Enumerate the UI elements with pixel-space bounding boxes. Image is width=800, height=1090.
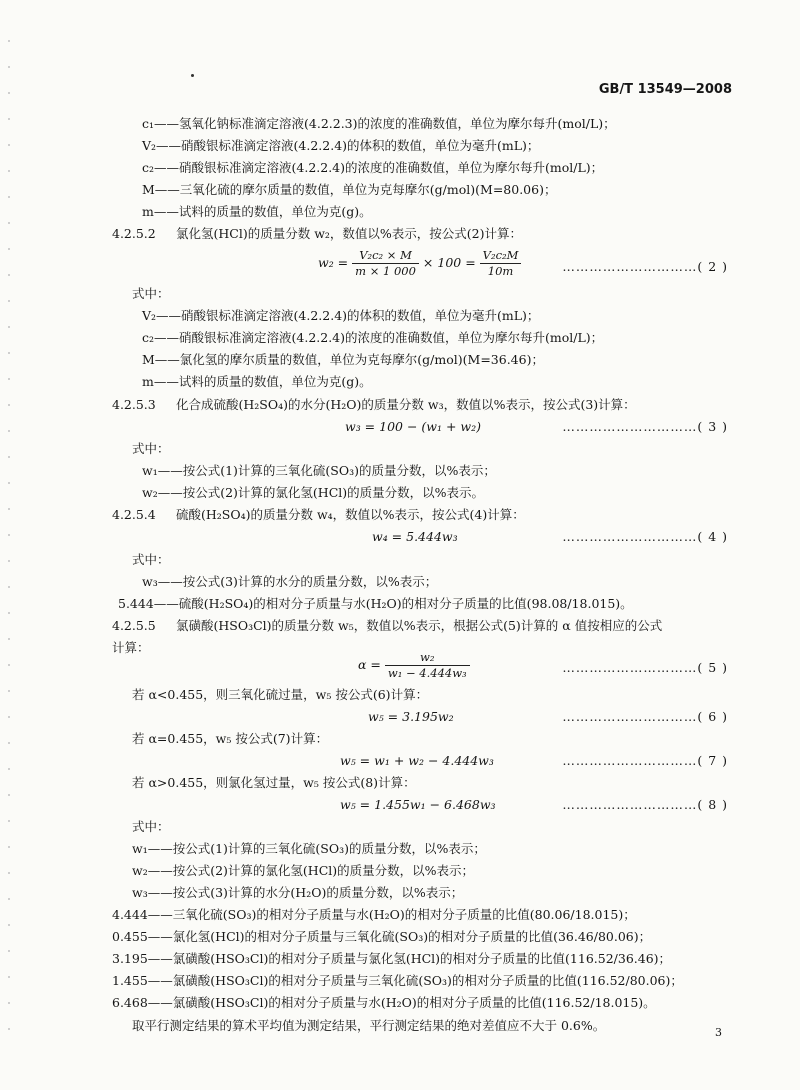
scan-edge-marks (8, 40, 10, 1040)
s4255-where: 式中： (132, 819, 170, 834)
equation-7: w₅ = w₁ + w₂ − 4.444w₃ (340, 753, 494, 768)
const-0455: 0.455——氯化氢(HCl)的相对分子质量与三氧化硫(SO₃)的相对分子质量的比值(36.46/80.06)； (112, 929, 652, 944)
equation-3: w₃ = 100 − (w₁ + w₂) (345, 419, 482, 434)
eq3-tag: …………………………( 3 ) (562, 419, 728, 434)
page-number: 3 (715, 1026, 722, 1039)
section-4253-number: 4.2.5.3 (112, 397, 156, 412)
eq2-tag: …………………………( 2 ) (562, 259, 728, 274)
s4252-def-v2: V₂——硝酸银标准滴定溶液(4.2.2.4)的体积的数值，单位为毫升(mL)； (142, 308, 540, 323)
eq2-numerator-1: V₂c₂ × M (352, 248, 419, 264)
s4254-def-w3: w₃——按公式(3)计算的水分的质量分数，以%表示； (142, 574, 438, 589)
eq2-denominator-2: 10m (487, 264, 514, 278)
section-4253-text: 化合成硫酸(H₂SO₄)的水分(H₂O)的质量分数 w₃，数值以%表示，按公式(3)计算： (176, 397, 636, 412)
section-4254-text: 硫酸(H₂SO₄)的质量分数 w₄，数值以%表示，按公式(4)计算： (176, 507, 525, 522)
eq2-numerator-2: V₂c₂M (480, 248, 522, 264)
def-m-molar: M——三氧化硫的摩尔质量的数值，单位为克每摩尔(g/mol)(M=80.06)； (142, 182, 557, 197)
equation-8: w₅ = 1.455w₁ − 6.468w₃ (340, 797, 496, 812)
condition-8: 若 α>0.455，则氯化氢过量，w₅ 按公式(8)计算： (132, 775, 416, 790)
const-1455: 1.455——氯磺酸(HSO₃Cl)的相对分子质量与三氧化硫(SO₃)的相对分子质量的比值(116.52/80.06)； (112, 973, 683, 988)
equation-4: w₄ = 5.444w₃ (372, 529, 458, 544)
const-4444: 4.444——三氧化硫(SO₃)的相对分子质量与水(H₂O)的相对分子质量的比值(80.06/18.015)； (112, 907, 636, 922)
scan-speck (191, 74, 194, 77)
s4255-def-w1: w₁——按公式(1)计算的三氧化硫(SO₃)的质量分数，以%表示； (132, 841, 486, 856)
s4252-def-m-mass: m——试料的质量的数值，单位为克(g)。 (142, 374, 372, 389)
def-m-mass: m——试料的质量的数值，单位为克(g)。 (142, 204, 372, 219)
section-4252-text: 氯化氢(HCl)的质量分数 w₂，数值以%表示，按公式(2)计算： (176, 226, 522, 241)
s4252-def-c2: c₂——硝酸银标准滴定溶液(4.2.2.4)的浓度的准确数值，单位为摩尔每升(mol/L)； (142, 330, 604, 345)
eq5-fraction (385, 650, 470, 681)
eq2-mid: × 100 = (422, 255, 476, 270)
equation-2 (318, 248, 521, 279)
eq2-fraction-2 (480, 248, 522, 279)
eq2-lhs: w₂ = (318, 255, 349, 270)
def-c1: c₁——氢氧化钠标准滴定溶液(4.2.2.3)的浓度的准确数值，单位为摩尔每升(mol/L)； (142, 116, 616, 131)
eq8-tag: …………………………( 8 ) (562, 797, 728, 812)
eq6-tag: …………………………( 6 ) (562, 709, 728, 724)
s4253-def-w1: w₁——按公式(1)计算的三氧化硫(SO₃)的质量分数，以%表示； (142, 463, 496, 478)
section-4255-text-2: 计算： (112, 640, 150, 655)
s4255-def-w3: w₃——按公式(3)计算的水分(H₂O)的质量分数，以%表示； (132, 885, 464, 900)
def-c2: c₂——硝酸银标准滴定溶液(4.2.2.4)的浓度的准确数值，单位为摩尔每升(mol/L)； (142, 160, 604, 175)
const-3195: 3.195——氯磺酸(HSO₃Cl)的相对分子质量与氯化氢(HCl)的相对分子质量的比值(116.52/36.46)； (112, 951, 672, 966)
eq5-denominator: w₁ − 4.444w₃ (387, 666, 467, 680)
s4254-const-5444: 5.444——硫酸(H₂SO₄)的相对分子质量与水(H₂O)的相对分子质量的比值(98.08/18.015)。 (118, 596, 633, 611)
s4253-where: 式中： (132, 441, 170, 456)
eq4-tag: …………………………( 4 ) (562, 529, 728, 544)
eq5-tag: …………………………( 5 ) (562, 660, 728, 675)
const-6468: 6.468——氯磺酸(HSO₃Cl)的相对分子质量与水(H₂O)的相对分子质量的比值(116.52/18.015)。 (112, 995, 656, 1010)
eq7-tag: …………………………( 7 ) (562, 753, 728, 768)
section-4255-number: 4.2.5.5 (112, 618, 156, 633)
eq5-lhs: α = (358, 657, 381, 672)
condition-6: 若 α<0.455，则三氧化硫过量，w₅ 按公式(6)计算： (132, 687, 429, 702)
s4255-def-w2: w₂——按公式(2)计算的氯化氢(HCl)的质量分数，以%表示； (132, 863, 475, 878)
section-4254-number: 4.2.5.4 (112, 507, 156, 522)
s4253-def-w2: w₂——按公式(2)计算的氯化氢(HCl)的质量分数，以%表示。 (142, 485, 485, 500)
eq2-fraction-1 (352, 248, 419, 279)
eq2-denominator-1: m × 1 000 (355, 264, 416, 278)
def-v2: V₂——硝酸银标准滴定溶液(4.2.2.4)的体积的数值，单位为毫升(mL)； (142, 138, 540, 153)
s4254-where: 式中： (132, 552, 170, 567)
standard-code: GB/T 13549—2008 (598, 82, 732, 97)
eq5-numerator: w₂ (385, 650, 470, 666)
s4252-def-m-molar: M——氯化氢的摩尔质量的数值，单位为克每摩尔(g/mol)(M=36.46)； (142, 352, 544, 367)
section-4255-text-1: 氯磺酸(HSO₃Cl)的质量分数 w₅，数值以%表示，根据公式(5)计算的 α 值按相应的公式 (176, 618, 663, 633)
s4252-where: 式中： (132, 286, 170, 301)
equation-5 (358, 650, 470, 681)
section-4252-number: 4.2.5.2 (112, 226, 156, 241)
final-statement: 取平行测定结果的算术平均值为测定结果，平行测定结果的绝对差值应不大于 0.6%。 (132, 1018, 606, 1033)
condition-7: 若 α=0.455，w₅ 按公式(7)计算： (132, 731, 329, 746)
equation-6: w₅ = 3.195w₂ (368, 709, 454, 724)
